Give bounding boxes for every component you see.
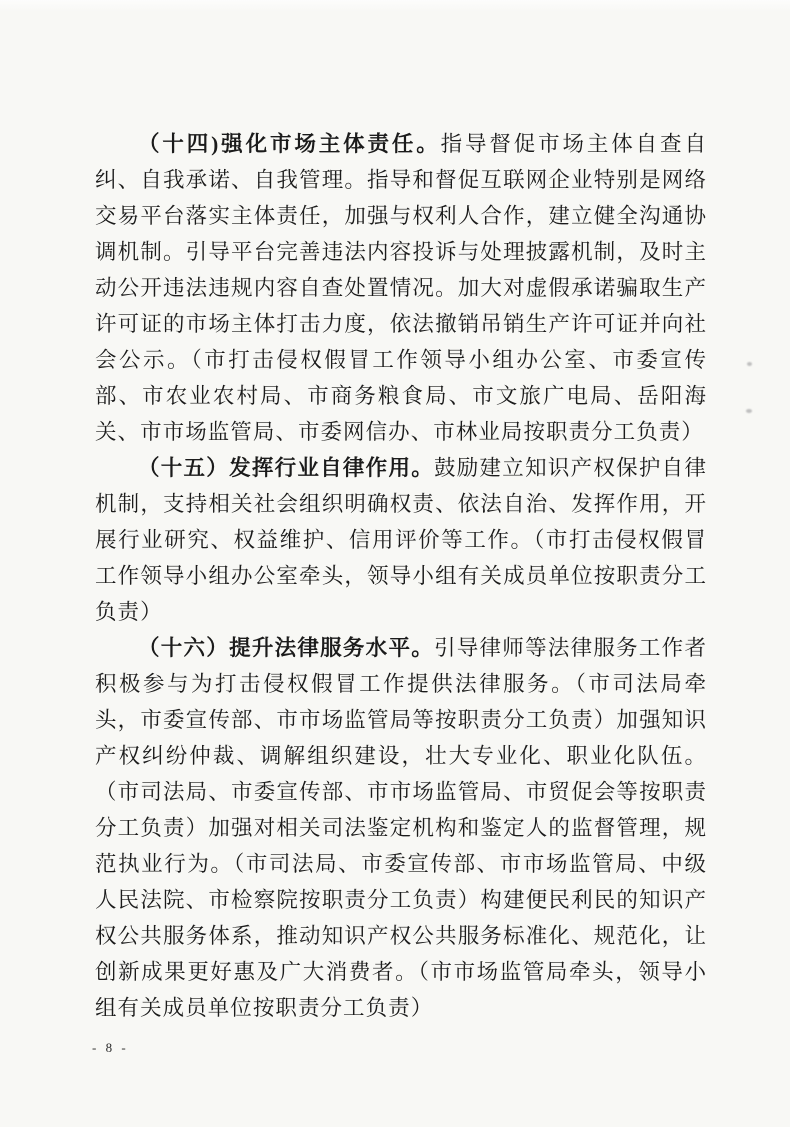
paragraph-15 [95,450,707,630]
paragraph-16 [95,630,707,1026]
paragraph-16-heading: （十六）提升法律服务水平。 [138,636,434,660]
paragraph-14-heading: （十四)强化市场主体责任。 [138,132,441,156]
paragraph-14-text: 指导督促市场主体自查自纠、自我承诺、自我管理。指导和督促互联网企业特别是网络交易平台落实主体责任，加强与权利人合作，建立健全沟通协调机制。引导平台完善违法内容投诉与处理披露机制，及时主动公开违法违规内容自查处置情况。加大对虚假承诺骗取生产许可证的市场主体打击力度，依法撤销吊销生产许可证并向社会公示。（市打击侵权假冒工作领导小组办公室、市委宣传部、市农业农村局、市商务粮食局、市文旅广电局、岳阳海关、市市场监管局、市委网信办、市林业局按职责分工负责） [95,132,707,444]
paragraph-16-text: 引导律师等法律服务工作者积极参与为打击侵权假冒工作提供法律服务。（市司法局牵头，市委宣传部、市市场监管局等按职责分工负责）加强知识产权纠纷仲裁、调解组织建设，壮大专业化、职业化队伍。（市司法局、市委宣传部、市市场监管局、市贸促会等按职责分工负责）加强对相关司法鉴定机构和鉴定人的监督管理，规范执业行为。（市司法局、市委宣传部、市市场监管局、中级人民法院、市检察院按职责分工负责）构建便民利民的知识产权公共服务体系，推动知识产权公共服务标准化、规范化，让创新成果更好惠及广大消费者。（市市场监管局牵头，领导小组有关成员单位按职责分工负责） [95,636,708,1020]
paragraph-15-text: 鼓励建立知识产权保护自律机制，支持相关社会组织明确权责、依法自治、发挥作用，开展行业研究、权益维护、信用评价等工作。（市打击侵权假冒工作领导小组办公室牵头，领导小组有关成员单位按职责分工负责） [95,456,708,624]
document-body [95,126,707,1026]
scan-speck [747,362,752,366]
page-number: - 8 - [92,1040,129,1055]
paragraph-15-heading: （十五）发挥行业自律作用。 [138,456,434,480]
scan-speck [746,409,752,413]
paragraph-14 [95,126,707,450]
